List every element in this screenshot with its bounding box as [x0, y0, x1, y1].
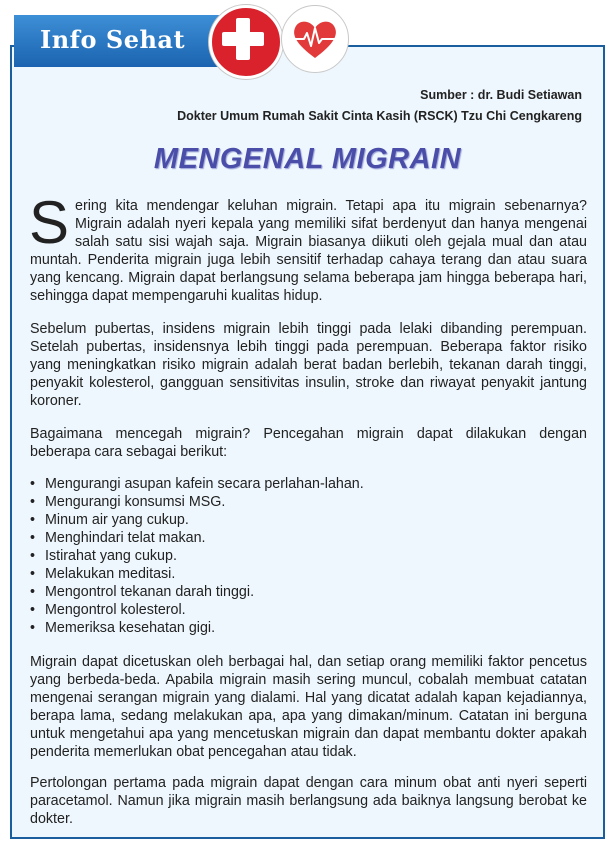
- prevention-list: [30, 475, 364, 637]
- paragraph-intro: [29, 189, 587, 305]
- section-title: Info Sehat: [40, 25, 186, 54]
- heart-pulse-icon: [281, 5, 349, 73]
- list-item: • Mengurangi konsumsi MSG.: [30, 493, 364, 511]
- list-item: • Mengontrol kolesterol.: [30, 601, 364, 619]
- paragraph-first-aid: Pertolongan pertama pada migrain dapat dengan cara minum obat anti nyeri seperti paracetamol. Namun jika migrain masih berlangsung ada baiknya langsung berobat ke dokter.: [30, 775, 587, 827]
- drop-cap: S: [29, 189, 70, 256]
- source-affiliation: Dokter Umum Rumah Sakit Cinta Kasih (RSCK) Tzu Chi Cengkareng: [177, 109, 582, 123]
- list-item: • Istirahat yang cukup.: [30, 547, 364, 565]
- list-item: • Minum air yang cukup.: [30, 511, 364, 529]
- source-name: Sumber : dr. Budi Setiawan: [420, 88, 582, 102]
- list-item: • Mengurangi asupan kafein secara perlahan-lahan.: [30, 475, 364, 493]
- list-item: • Mengontrol tekanan darah tinggi.: [30, 583, 364, 601]
- medical-cross-icon: [209, 5, 283, 79]
- paragraph-prevention-intro: Bagaimana mencegah migrain? Pencegahan migrain dapat dilakukan dengan beberapa cara sebagai berikut:: [30, 426, 587, 460]
- paragraph-intro-text: ering kita mendengar keluhan migrain. Tetapi apa itu migrain sebenarnya? Migrain adalah nyeri kepala yang memiliki sifat berdenyut dan hanya mengenai salah satu sisi wajah saja. Migrain biasanya diikuti oleh gejala mual dan atau muntah. Penderita migrain juga lebih sensitif terhadap cahaya terang dan atau suara yang kencang. Migrain dapat berlangsung selama beberapa jam hingga beberapa hari, sehingga dapat mempengaruhi kualitas hidup.: [30, 198, 587, 304]
- paragraph-risk-factors: Sebelum pubertas, insidens migrain lebih tinggi pada lelaki dibanding perempuan. Setelah pubertas, insidensnya lebih tinggi pada perempuan. Beberapa faktor risiko yang meningkatkan risiko migrain adalah berat badan berlebih, tekanan darah tinggi, penyakit kolesterol, gangguan sensitivitas insulin, stroke dan riwayat penyakit jantung koroner.: [30, 321, 587, 409]
- list-item: • Menghindari telat makan.: [30, 529, 364, 547]
- article-title: MENGENAL MIGRAIN: [153, 143, 462, 175]
- list-item: • Melakukan meditasi.: [30, 565, 364, 583]
- list-item: • Memeriksa kesehatan gigi.: [30, 619, 364, 637]
- paragraph-triggers: Migrain dapat dicetuskan oleh berbagai hal, dan setiap orang memiliki faktor pencetus yang berbeda-beda. Apabila migrain masih sering muncul, cobalah membuat catatan mengenai serangan migrain yang dialami. Hal yang dicatat adalah kapan kejadiannya, berapa lama, sedang melakukan apa, apa yang dimakan/minum. Catatan ini berguna untuk mengetahui apa yang mencetuskan migrain dan dapat membantu dokter apakah penderita memerlukan obat pencegahan atau tidak.: [30, 654, 587, 760]
